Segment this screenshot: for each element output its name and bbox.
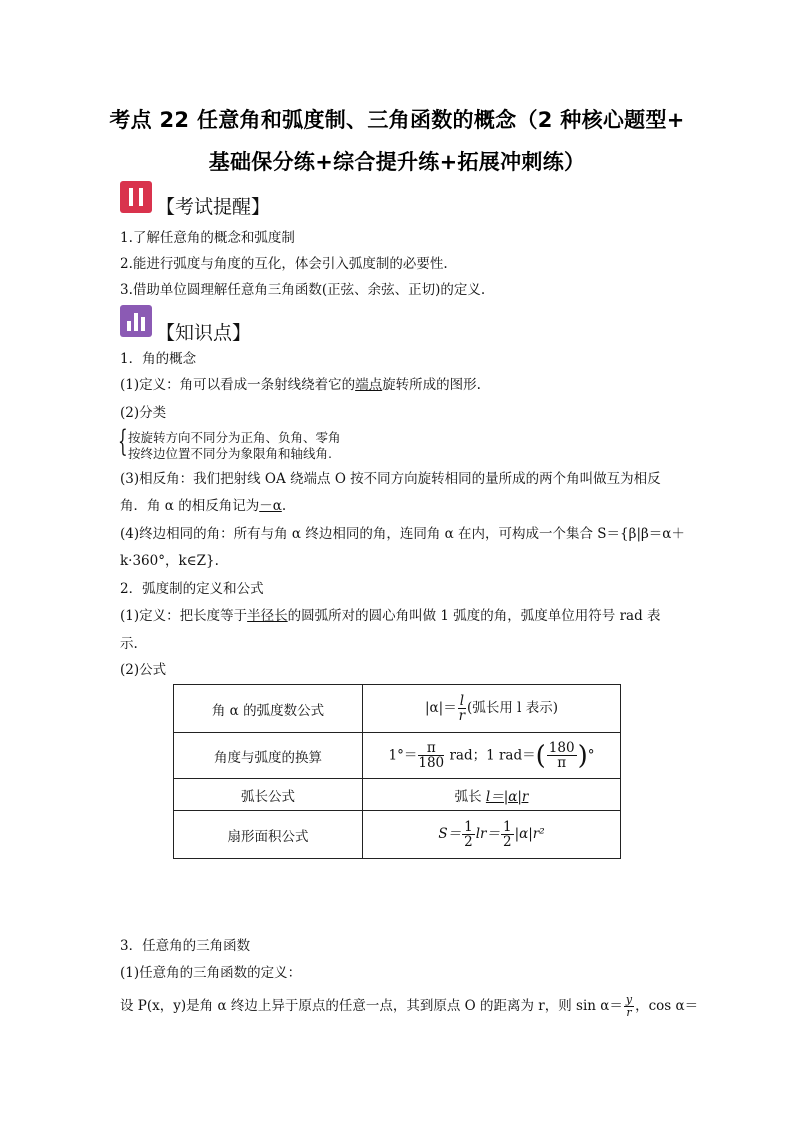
table-row: [174, 779, 621, 811]
table-row: [174, 733, 621, 779]
subheading-radian: 2．弧度制的定义和公式: [120, 581, 264, 597]
paragraph-radian-definition: (1)定义：把长度等于半径长的圆弧所对的圆心角叫做 1 弧度的角，弧度单位用符号 rad 表: [120, 608, 661, 624]
table-row: [174, 685, 621, 733]
pause-bars-icon: [120, 181, 152, 213]
reminder-item: 3.借助单位圆理解任意角三角函数(正弦、余弦、正切)的定义.: [120, 282, 486, 298]
bar-chart-icon: [120, 305, 152, 337]
classification-item: 按终边位置不同分为象限角和轴线角.: [128, 446, 332, 461]
reminder-item: 2.能进行弧度与角度的互化，体会引入弧度制的必要性.: [120, 256, 448, 272]
subheading-trig-functions: 3．任意角的三角函数: [120, 938, 251, 954]
section-heading-reminder: 【考试提醒】: [156, 196, 271, 218]
table-cell-formula: 1°＝ $\frac{\pi}{180}$ rad；1 rad＝( $\frac{180}{\pi}$ )°: [363, 733, 621, 779]
table-cell-formula: S＝ $\frac{1}{2}$ lr＝ $\frac{1}{2}$ |α|r²: [363, 811, 621, 859]
doc-title-line1: 考点 22 任意角和弧度制、三角函数的概念（2 种核心题型+: [109, 108, 685, 132]
table-cell-label: 弧长公式: [174, 779, 363, 811]
paragraph-formula: (2)公式: [120, 662, 167, 678]
table-cell-formula: |α|＝ $\frac{l}{r}$ (弧长用 l 表示): [363, 685, 621, 733]
paragraph-classification: (2)分类: [120, 405, 167, 421]
formula-table: [173, 684, 621, 859]
table-row: [174, 811, 621, 859]
table-cell-label: 扇形面积公式: [174, 811, 363, 859]
paragraph-coterminal: (4)终边相同的角：所有与角 α 终边相同的角，连同角 α 在内，可构成一个集合 S＝{β|β＝α＋: [120, 526, 685, 542]
paragraph-opposite-angle: (3)相反角：我们把射线 OA 绕端点 O 按不同方向旋转相同的量所成的两个角叫做互为相反: [120, 471, 661, 487]
table-cell-label: 角 α 的弧度数公式: [174, 685, 363, 733]
paragraph-trig-definition: (1)任意角的三角函数的定义：: [120, 965, 302, 981]
paragraph-angle-definition: (1)定义：角可以看成一条射线绕着它的端点旋转所成的图形.: [120, 377, 481, 393]
table-cell-label: 角度与弧度的换算: [174, 733, 363, 779]
section-heading-knowledge: 【知识点】: [156, 322, 252, 344]
classification-item: 按旋转方向不同分为正角、负角、零角: [128, 430, 341, 445]
paragraph-radian-definition-cont: 示.: [120, 636, 138, 652]
table-cell-formula: 弧长 l＝|α|r: [363, 779, 621, 811]
doc-title-line2: 基础保分练+综合提升练+拓展冲刺练）: [208, 150, 586, 174]
paragraph-opposite-angle-cont: 角．角 α 的相反角记为－α.: [120, 498, 287, 514]
reminder-item: 1.了解任意角的概念和弧度制: [120, 230, 295, 246]
paragraph-coterminal-cont: k·360°，k∈Z}.: [120, 553, 219, 569]
subheading-angle-concept: 1．角的概念: [120, 351, 197, 367]
paragraph-trig-formula: 设 P(x，y)是角 α 终边上异于原点的任意一点，其到原点 O 的距离为 r，则 sin α＝ $\frac{y}{r}$ ，cos α＝: [120, 993, 699, 1019]
brace-symbol: {: [118, 424, 128, 459]
